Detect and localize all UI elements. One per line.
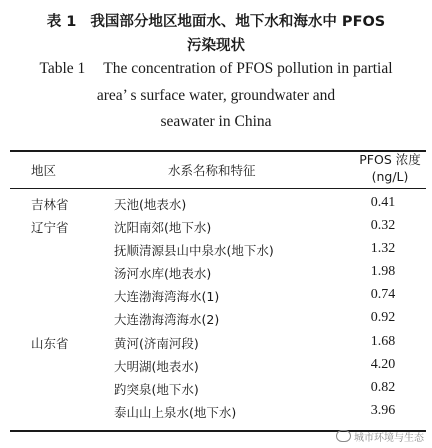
cell-pfos-value: 1.68 xyxy=(370,334,396,349)
title-en-line2: area’ s surface water, groundwater and xyxy=(96,86,336,104)
table-row xyxy=(0,333,432,353)
cell-water-system: 黄河(济南河段) xyxy=(114,336,199,351)
cell-pfos-value: 1.98 xyxy=(370,264,396,279)
cell-water-system: 趵突泉(地下水) xyxy=(114,382,199,397)
cell-pfos-value: 0.74 xyxy=(370,287,396,302)
wechat-icon xyxy=(336,430,351,442)
table-row xyxy=(0,217,432,237)
table-row xyxy=(0,286,432,306)
cell-pfos-value: 0.32 xyxy=(370,218,396,233)
watermark-text: 城市环境与生态 xyxy=(354,433,424,444)
table-row xyxy=(0,240,432,260)
cell-water-system: 抚顺清源县山中泉水(地下水) xyxy=(114,243,274,258)
table-row xyxy=(0,194,432,214)
title-cn-number: 表 1 xyxy=(46,14,77,30)
header-water-system: 水系名称和特征 xyxy=(168,163,256,178)
watermark xyxy=(336,429,424,444)
header-pfos-concentration xyxy=(356,151,424,185)
cell-water-system: 大明湖(地表水) xyxy=(114,359,199,374)
title-en-number: Table 1 xyxy=(39,60,86,77)
cell-water-system: 泰山山上泉水(地下水) xyxy=(114,405,237,420)
table-title-chinese xyxy=(0,10,432,58)
cell-pfos-value: 0.41 xyxy=(370,195,396,210)
cell-region: 吉林省 xyxy=(31,197,69,212)
table-row xyxy=(0,402,432,422)
cell-water-system: 天池(地表水) xyxy=(114,197,187,212)
cell-water-system: 沈阳南郊(地下水) xyxy=(114,220,212,235)
title-en-line1: Table 1 The concentration of PFOS pollution in partial xyxy=(39,60,393,77)
cell-pfos-value: 1.32 xyxy=(370,241,396,256)
cell-pfos-value: 3.96 xyxy=(370,403,396,418)
table-row xyxy=(0,379,432,399)
cell-water-system: 大连渤海湾海水(2) xyxy=(114,312,220,327)
table-row xyxy=(0,309,432,329)
cell-region: 辽宁省 xyxy=(31,220,69,235)
title-en-line3: seawater in China xyxy=(160,113,272,130)
cell-water-system: 大连渤海湾海水(1) xyxy=(114,289,220,304)
header-pfos-unit: (ng/L) xyxy=(371,169,409,184)
header-region: 地区 xyxy=(31,163,57,178)
header-pfos-line1: PFOS 浓度 xyxy=(359,152,421,167)
cell-pfos-value: 4.20 xyxy=(370,357,396,372)
table-title-english xyxy=(0,56,432,136)
title-cn-line1: 表 1 我国部分地区地面水、地下水和海水中 PFOS xyxy=(46,14,386,30)
title-cn-line2: 污染现状 xyxy=(187,38,245,54)
cell-water-system: 汤河水库(地表水) xyxy=(114,266,212,281)
table-row xyxy=(0,356,432,376)
table-header-rule xyxy=(10,188,426,189)
cell-pfos-value: 0.92 xyxy=(370,310,396,325)
cell-pfos-value: 0.82 xyxy=(370,380,396,395)
table-row xyxy=(0,263,432,283)
cell-region: 山东省 xyxy=(31,336,69,351)
